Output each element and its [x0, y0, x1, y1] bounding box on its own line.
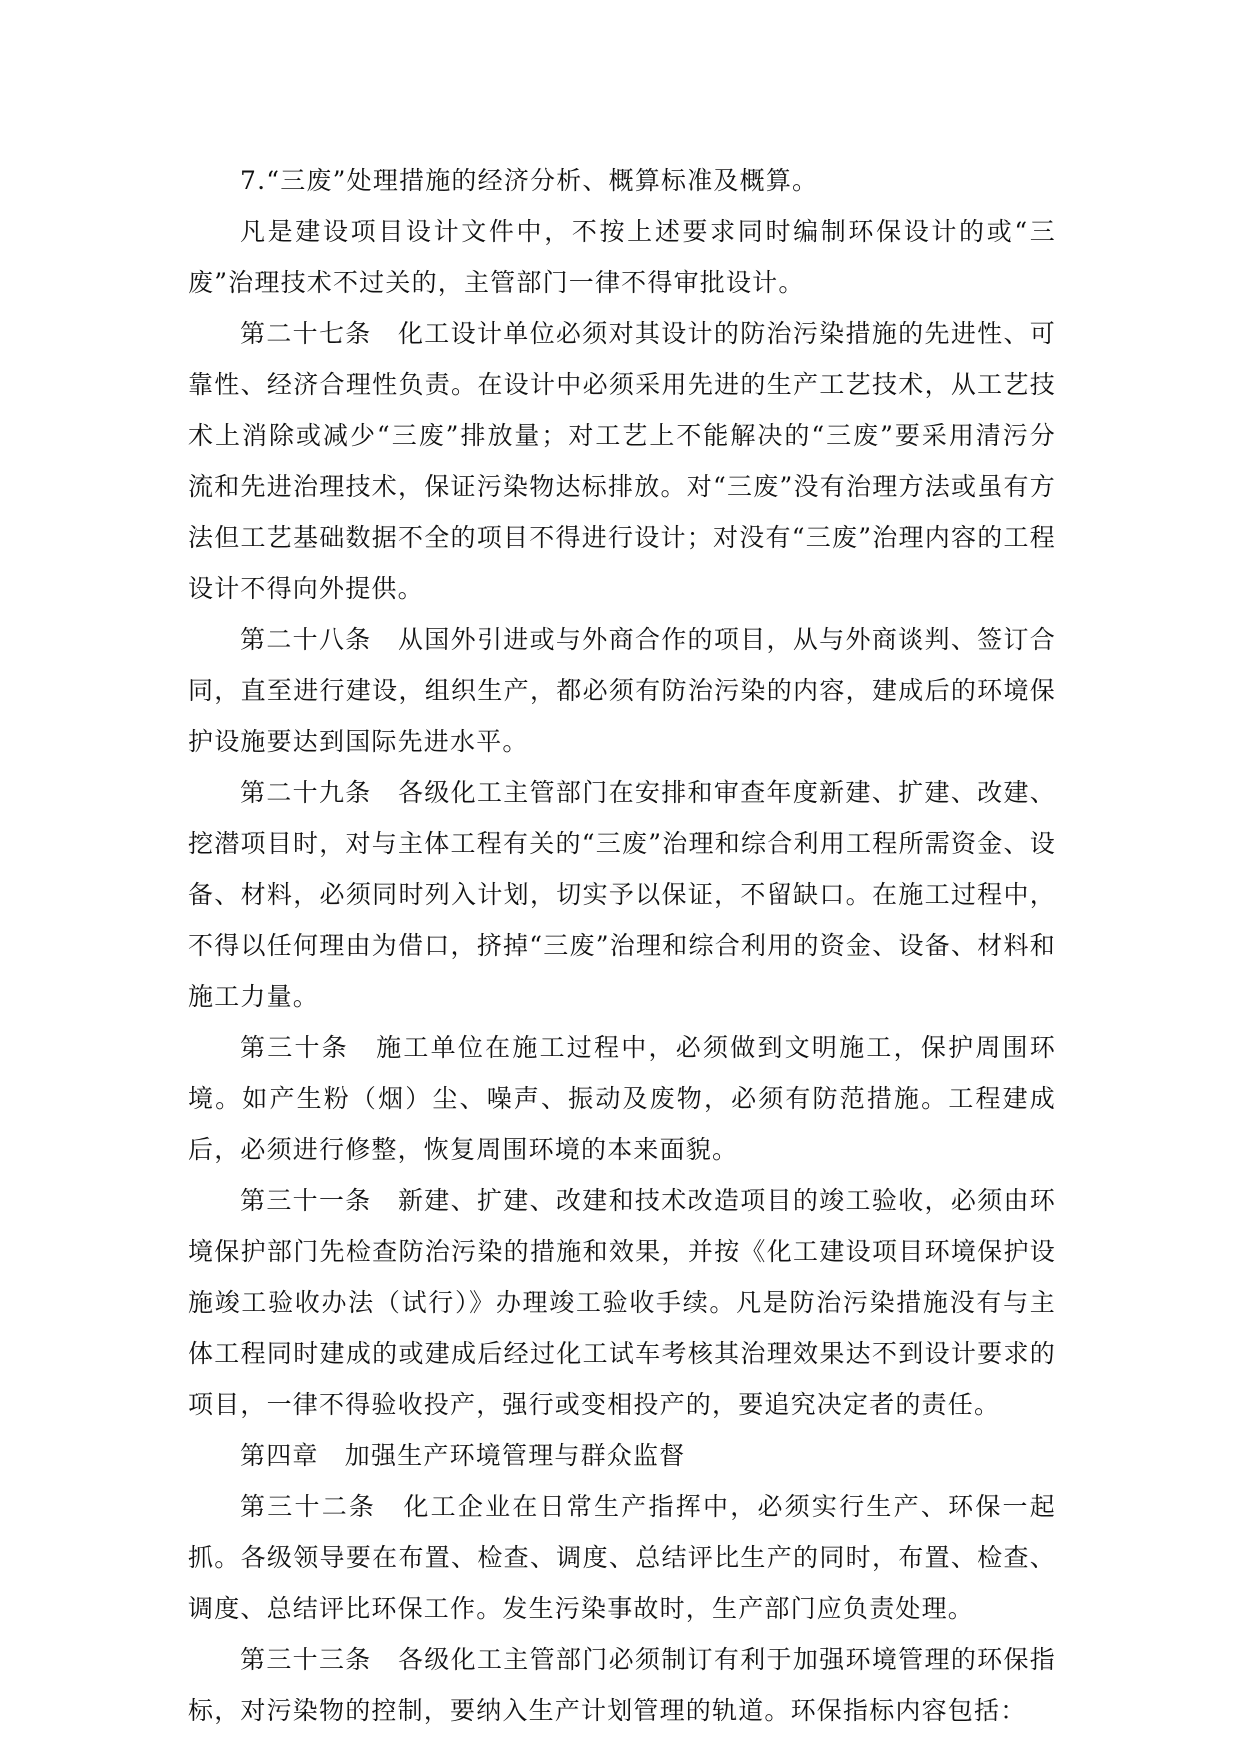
article-33: 第三十三条 各级化工主管部门必须制订有利于加强环境管理的环保指标，对污染物的控制，要纳入生产计划管理的轨道。环保指标内容包括：	[188, 1645, 1056, 1725]
article-27: 第二十七条 化工设计单位必须对其设计的防治污染措施的先进性、可靠性、经济合理性负责。在设计中必须采用先进的生产工艺技术，从工艺技术上消除或减少“三废”排放量；对工艺上不能解决的“三废”要采用清污分流和先进治理技术，保证污染物达标排放。对“三废”没有治理方法或虽有方法但工艺基础数据不全的项目不得进行设计；对没有“三废”治理内容的工程设计不得向外提供。	[188, 319, 1056, 603]
article-32: 第三十二条 化工企业在日常生产指挥中，必须实行生产、环保一起抓。各级领导要在布置、检查、调度、总结评比生产的同时，布置、检查、调度、总结评比环保工作。发生污染事故时，生产部门应负责处理。	[188, 1492, 1056, 1623]
article-28: 第二十八条 从国外引进或与外商合作的项目，从与外商谈判、签订合同，直至进行建设，组织生产，都必须有防治污染的内容，建成后的环境保护设施要达到国际先进水平。	[188, 625, 1056, 756]
paragraph-approval-rule: 凡是建设项目设计文件中，不按上述要求同时编制环保设计的或“三废”治理技术不过关的，主管部门一律不得审批设计。	[188, 217, 1056, 297]
paragraph-item-7: 7.“三废”处理措施的经济分析、概算标准及概算。	[240, 166, 819, 195]
article-31: 第三十一条 新建、扩建、改建和技术改造项目的竣工验收，必须由环境保护部门先检查防治污染的措施和效果，并按《化工建设项目环境保护设施竣工验收办法（试行）》办理竣工验收手续。凡是防治污染措施没有与主体工程同时建成的或建成后经过化工试车考核其治理效果达不到设计要求的项目，一律不得验收投产，强行或变相投产的，要追究决定者的责任。	[188, 1186, 1056, 1419]
article-30: 第三十条 施工单位在施工过程中，必须做到文明施工，保护周围环境。如产生粉（烟）尘、噪声、振动及废物，必须有防范措施。工程建成后，必须进行修整，恢复周围环境的本来面貌。	[188, 1033, 1056, 1164]
article-29: 第二十九条 各级化工主管部门在安排和审查年度新建、扩建、改建、挖潜项目时，对与主体工程有关的“三废”治理和综合利用工程所需资金、设备、材料，必须同时列入计划，切实予以保证，不留缺口。在施工过程中，不得以任何理由为借口，挤掉“三废”治理和综合利用的资金、设备、材料和施工力量。	[188, 778, 1056, 1011]
chapter-4-heading: 第四章 加强生产环境管理与群众监督	[240, 1441, 686, 1470]
document-body	[188, 155, 1056, 1736]
